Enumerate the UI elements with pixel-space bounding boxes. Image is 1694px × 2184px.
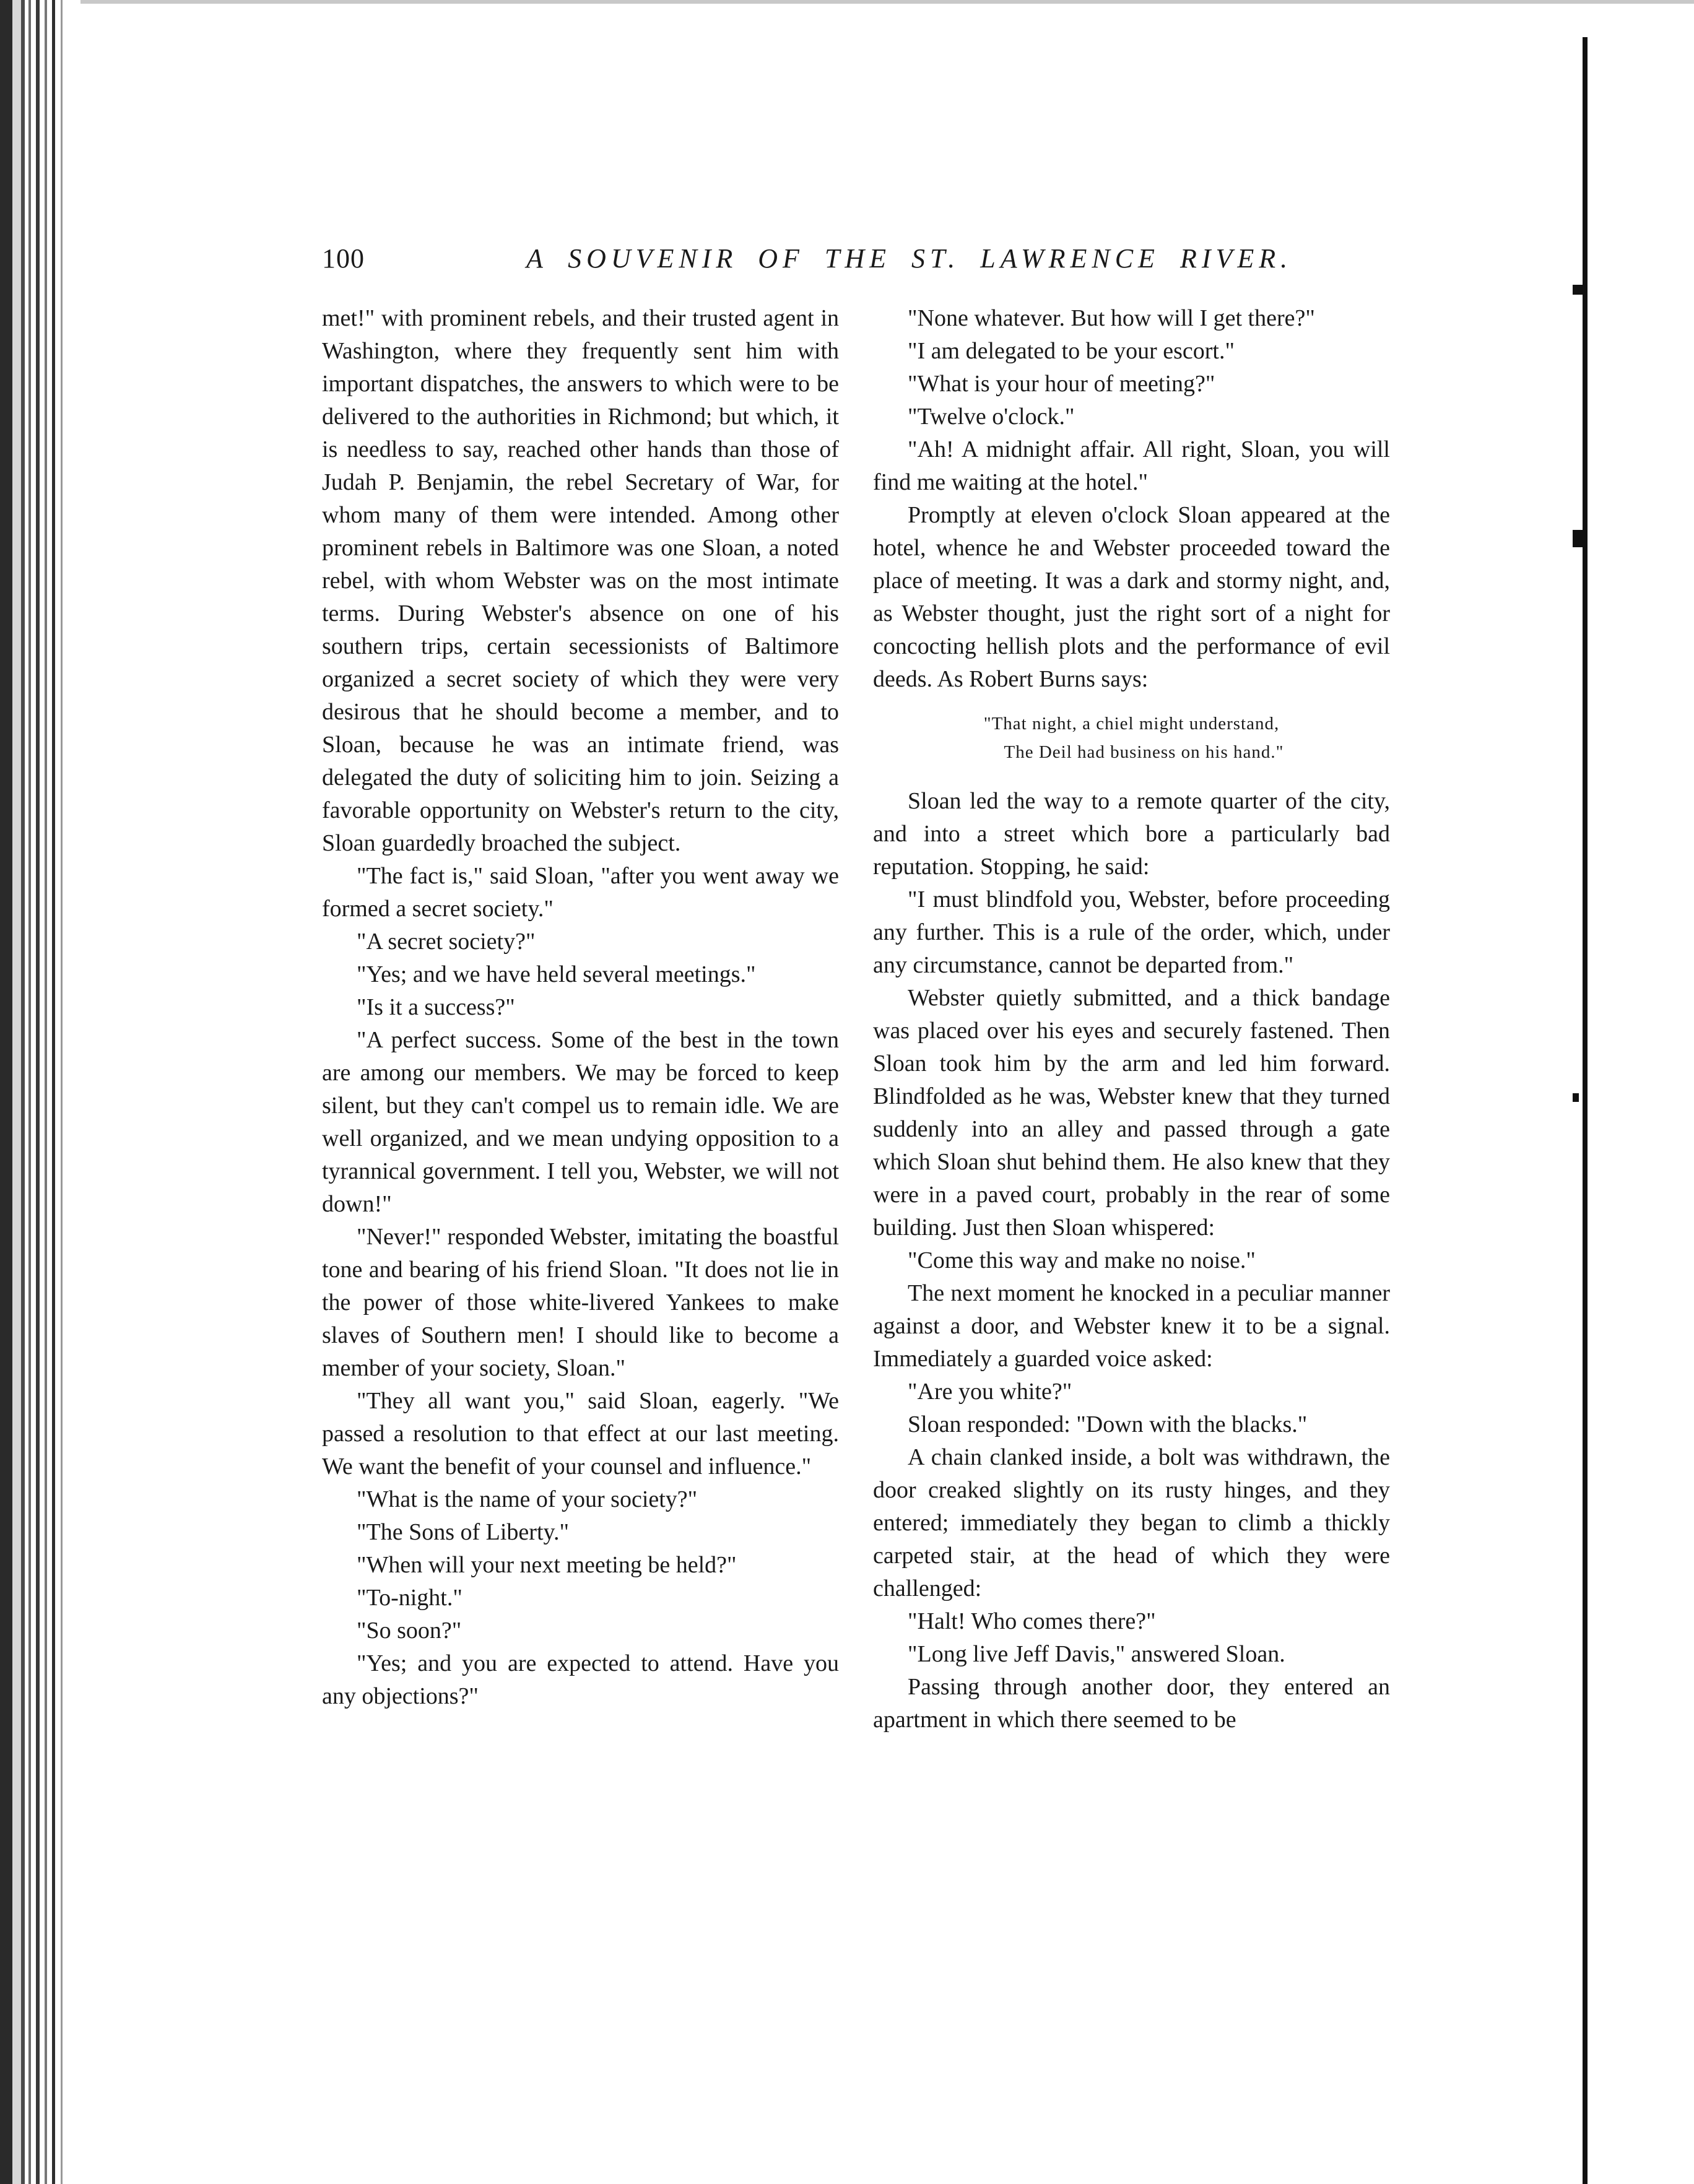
verse-line: The Deil had business on his hand." — [1004, 742, 1284, 762]
paragraph: "Long live Jeff Davis," answered Sloan. — [908, 1641, 1285, 1667]
verse-line: "That night, a chiel might understand, — [983, 714, 1280, 734]
paragraph: "What is the name of your society?" — [357, 1486, 698, 1512]
paragraph: "Yes; and you are expected to attend. Have you any objections?" — [322, 1650, 839, 1709]
page-number: 100 — [322, 243, 365, 274]
paragraph: met!" with prominent rebels, and their trusted agent in Washington, where they frequently sent him with important dispatches, the answers to which were to be delivered to the authorities in Richmond; but which, it is needless to say, reached other hands than those of Judah P. Benjamin, the rebel Secretary of War, for whom many of them were intended. Among other prominent rebels in Baltimore was one Sloan, a noted rebel, with whom Webster was on the most intimate terms. During Webster's absence on one of his southern trips, certain secessionists of Baltimore organized a secret society of which they were very desirous that he should become a member, and to Sloan, because he was an intimate friend, was delegated the duty of soliciting him to join. Seizing a favorable opportunity on Webster's return to the city, Sloan guardedly broached the subject. — [322, 305, 839, 856]
paragraph: Sloan led the way to a remote quarter of the city, and into a street which bore a particularly bad reputation. Stopping, he said: — [873, 788, 1390, 880]
paragraph: "Ah! A midnight affair. All right, Sloan, you will find me waiting at the hotel." — [873, 436, 1390, 495]
paragraph: "They all want you," said Sloan, eagerly. "We passed a resolution to that effect at our last meeting. We want the benefit of your counsel and influence." — [322, 1388, 839, 1480]
paragraph: "The fact is," said Sloan, "after you went away we formed a secret society." — [322, 863, 839, 922]
paragraph: "Come this way and make no noise." — [908, 1247, 1256, 1273]
paragraph: Passing through another door, they entered an apartment in which there seemed to be — [873, 1674, 1390, 1733]
right-column — [873, 302, 1390, 1736]
paragraph: "I am delegated to be your escort." — [908, 338, 1235, 364]
left-column — [322, 302, 839, 1713]
paragraph: "What is your hour of meeting?" — [908, 371, 1215, 397]
edge-mark — [1573, 1093, 1579, 1102]
paragraph: "Twelve o'clock." — [908, 404, 1075, 430]
paragraph: "None whatever. But how will I get there?" — [908, 305, 1315, 331]
book-binding-edge — [0, 0, 80, 2184]
paragraph: "Are you white?" — [908, 1379, 1072, 1405]
scan-top-edge — [0, 0, 1694, 4]
paragraph: Sloan responded: "Down with the blacks." — [908, 1411, 1308, 1437]
verse-quotation — [873, 709, 1390, 766]
paragraph: A chain clanked inside, a bolt was withdrawn, the door creaked slightly on its rusty hinges, and they entered; immediately they began to climb a thickly carpeted stair, at the head of which they were challenged: — [873, 1444, 1390, 1601]
paragraph: "Is it a success?" — [357, 994, 515, 1020]
paragraph: "The Sons of Liberty." — [357, 1519, 570, 1545]
paragraph: "I must blindfold you, Webster, before proceeding any further. This is a rule of the order, which, under any circumstance, cannot be departed from." — [873, 886, 1390, 978]
edge-mark — [1573, 285, 1588, 295]
paragraph: "When will your next meeting be held?" — [357, 1552, 737, 1578]
paragraph: "So soon?" — [357, 1618, 462, 1644]
paragraph: The next moment he knocked in a peculiar manner against a door, and Webster knew it to be a signal. Immediately a guarded voice asked: — [873, 1280, 1390, 1372]
paragraph: "Yes; and we have held several meetings." — [357, 961, 756, 987]
paragraph: "Halt! Who comes there?" — [908, 1608, 1156, 1634]
paragraph: "Never!" responded Webster, imitating the boastful tone and bearing of his friend Sloan. "It does not lie in the power of those white-livered Yankees to make slaves of Southern men! I should like to become a member of your society, Sloan." — [322, 1224, 839, 1381]
paragraph: Promptly at eleven o'clock Sloan appeared at the hotel, whence he and Webster proceeded toward the place of meeting. It was a dark and stormy night, and, as Webster thought, just the right sort of a night for concocting hellish plots and the performance of evil deeds. As Robert Burns says: — [873, 502, 1390, 692]
running-title: A SOUVENIR OF THE ST. LAWRENCE RIVER. — [526, 243, 1293, 274]
paragraph: "To-night." — [357, 1585, 463, 1611]
paragraph: Webster quietly submitted, and a thick bandage was placed over his eyes and securely fastened. Then Sloan took him by the arm and led him forward. Blindfolded as he was, Webster knew that they turned suddenly into an alley and passed through a gate which Sloan shut behind them. He also knew that they were in a paved court, probably in the rear of some building. Just then Sloan whispered: — [873, 985, 1390, 1241]
page-right-edge — [1583, 37, 1588, 2184]
paragraph: "A secret society?" — [357, 929, 536, 955]
running-head — [322, 243, 1486, 274]
edge-mark — [1573, 530, 1586, 547]
paragraph: "A perfect success. Some of the best in the town are among our members. We may be forced to keep silent, but they can't compel us to remain idle. We are well organized, and we mean undying opposition to a tyrannical government. I tell you, Webster, we will not down!" — [322, 1027, 839, 1217]
